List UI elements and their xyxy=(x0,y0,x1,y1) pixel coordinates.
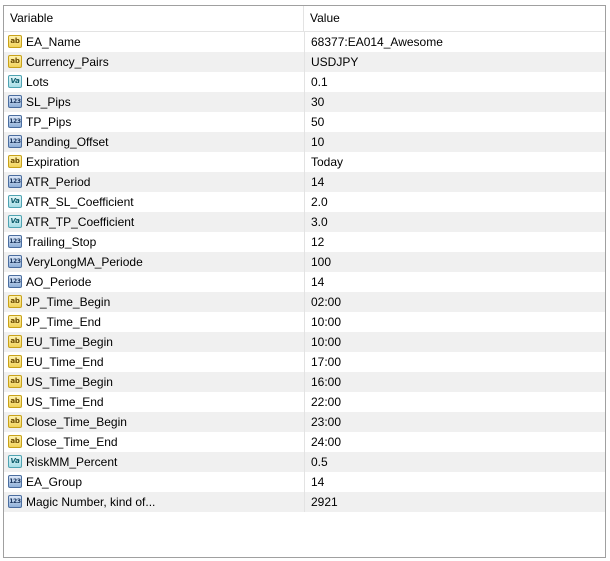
value-cell[interactable]: 0.5 xyxy=(304,452,606,472)
value-cell[interactable]: 100 xyxy=(304,252,606,272)
variable-cell[interactable] xyxy=(4,272,304,292)
variable-name: Magic Number, kind of... xyxy=(26,495,156,509)
variable-cell[interactable] xyxy=(4,112,304,132)
table-row[interactable] xyxy=(4,492,605,512)
table-row[interactable] xyxy=(4,372,605,392)
string-icon: ab xyxy=(8,295,22,308)
column-header-value[interactable]: Value xyxy=(310,11,340,25)
variable-cell[interactable] xyxy=(4,452,304,472)
value-cell[interactable]: 02:00 xyxy=(304,292,606,312)
inputs-table xyxy=(3,5,606,558)
variable-cell[interactable] xyxy=(4,312,304,332)
variable-name: EA_Name xyxy=(26,35,81,49)
integer-icon: 123 xyxy=(8,175,22,188)
variable-name: Currency_Pairs xyxy=(26,55,109,69)
table-row[interactable] xyxy=(4,432,605,452)
value-cell[interactable]: 10 xyxy=(304,132,606,152)
string-icon: ab xyxy=(8,395,22,408)
value-cell[interactable]: 12 xyxy=(304,232,606,252)
variable-name: ATR_SL_Coefficient xyxy=(26,195,134,209)
table-row[interactable] xyxy=(4,132,605,152)
variable-name: Panding_Offset xyxy=(26,135,109,149)
table-row[interactable] xyxy=(4,192,605,212)
table-row[interactable] xyxy=(4,312,605,332)
variable-name: TP_Pips xyxy=(26,115,72,129)
table-row[interactable] xyxy=(4,212,605,232)
variable-cell[interactable] xyxy=(4,72,304,92)
value-cell[interactable]: 14 xyxy=(304,272,606,292)
variable-name: VeryLongMA_Periode xyxy=(26,255,143,269)
variable-cell[interactable] xyxy=(4,352,304,372)
variable-cell[interactable] xyxy=(4,292,304,312)
value-cell[interactable]: 23:00 xyxy=(304,412,606,432)
variable-cell[interactable] xyxy=(4,432,304,452)
value-cell[interactable]: 24:00 xyxy=(304,432,606,452)
integer-icon: 123 xyxy=(8,115,22,128)
table-row[interactable] xyxy=(4,412,605,432)
variable-name: Lots xyxy=(26,75,49,89)
variable-cell[interactable] xyxy=(4,172,304,192)
variable-name: ATR_Period xyxy=(26,175,91,189)
string-icon: ab xyxy=(8,335,22,348)
value-cell[interactable]: 68377:EA014_Awesome xyxy=(304,32,606,52)
table-row[interactable] xyxy=(4,332,605,352)
variable-cell[interactable] xyxy=(4,372,304,392)
table-row[interactable] xyxy=(4,252,605,272)
variable-name: JP_Time_Begin xyxy=(26,295,111,309)
table-row[interactable] xyxy=(4,292,605,312)
variable-cell[interactable] xyxy=(4,192,304,212)
integer-icon: 123 xyxy=(8,95,22,108)
integer-icon: 123 xyxy=(8,135,22,148)
double-icon: Va xyxy=(8,455,22,468)
value-cell[interactable]: 50 xyxy=(304,112,606,132)
string-icon: ab xyxy=(8,35,22,48)
double-icon: Va xyxy=(8,75,22,88)
variable-name: Close_Time_End xyxy=(26,435,118,449)
variable-name: US_Time_Begin xyxy=(26,375,113,389)
variable-name: JP_Time_End xyxy=(26,315,101,329)
value-cell[interactable]: 2921 xyxy=(304,492,606,512)
double-icon: Va xyxy=(8,195,22,208)
integer-icon: 123 xyxy=(8,235,22,248)
table-row[interactable] xyxy=(4,112,605,132)
table-body xyxy=(4,32,605,512)
variable-name: RiskMM_Percent xyxy=(26,455,118,469)
variable-cell[interactable] xyxy=(4,492,304,512)
variable-name: EU_Time_End xyxy=(26,355,104,369)
integer-icon: 123 xyxy=(8,275,22,288)
variable-cell[interactable] xyxy=(4,232,304,252)
string-icon: ab xyxy=(8,55,22,68)
string-icon: ab xyxy=(8,375,22,388)
table-row[interactable] xyxy=(4,472,605,492)
value-cell[interactable]: 16:00 xyxy=(304,372,606,392)
string-icon: ab xyxy=(8,315,22,328)
variable-name: ATR_TP_Coefficient xyxy=(26,215,135,229)
table-row[interactable] xyxy=(4,72,605,92)
table-row[interactable] xyxy=(4,232,605,252)
variable-cell[interactable] xyxy=(4,392,304,412)
variable-name: AO_Periode xyxy=(26,275,92,289)
table-header xyxy=(4,6,605,32)
double-icon: Va xyxy=(8,215,22,228)
table-row[interactable] xyxy=(4,272,605,292)
string-icon: ab xyxy=(8,355,22,368)
variable-cell[interactable] xyxy=(4,52,304,72)
variable-cell[interactable] xyxy=(4,332,304,352)
variable-cell[interactable] xyxy=(4,252,304,272)
value-cell[interactable]: 0.1 xyxy=(304,72,606,92)
table-row[interactable] xyxy=(4,52,605,72)
value-cell[interactable]: USDJPY xyxy=(304,52,606,72)
value-cell[interactable]: 10:00 xyxy=(304,332,606,352)
value-cell[interactable]: 10:00 xyxy=(304,312,606,332)
value-cell[interactable]: 22:00 xyxy=(304,392,606,412)
variable-name: Close_Time_Begin xyxy=(26,415,127,429)
variable-cell[interactable] xyxy=(4,132,304,152)
variable-name: Trailing_Stop xyxy=(26,235,97,249)
variable-name: EU_Time_Begin xyxy=(26,335,113,349)
value-cell[interactable]: Today xyxy=(304,152,606,172)
value-cell[interactable]: 17:00 xyxy=(304,352,606,372)
table-row[interactable] xyxy=(4,172,605,192)
variable-cell[interactable] xyxy=(4,32,304,52)
variable-cell[interactable] xyxy=(4,92,304,112)
string-icon: ab xyxy=(8,435,22,448)
value-cell[interactable]: 14 xyxy=(304,472,606,492)
integer-icon: 123 xyxy=(8,255,22,268)
variable-cell[interactable] xyxy=(4,152,304,172)
table-row[interactable] xyxy=(4,152,605,172)
table-row[interactable] xyxy=(4,92,605,112)
variable-name: EA_Group xyxy=(26,475,83,489)
value-cell[interactable]: 30 xyxy=(304,92,606,112)
variable-name: US_Time_End xyxy=(26,395,104,409)
value-cell[interactable]: 14 xyxy=(304,172,606,192)
string-icon: ab xyxy=(8,415,22,428)
variable-cell[interactable] xyxy=(4,472,304,492)
variable-cell[interactable] xyxy=(4,412,304,432)
table-row[interactable] xyxy=(4,352,605,372)
string-icon: ab xyxy=(8,155,22,168)
value-cell[interactable]: 3.0 xyxy=(304,212,606,232)
column-header-variable[interactable]: Variable xyxy=(4,6,304,31)
table-row[interactable] xyxy=(4,32,605,52)
variable-cell[interactable] xyxy=(4,212,304,232)
table-row[interactable] xyxy=(4,392,605,412)
integer-icon: 123 xyxy=(8,495,22,508)
integer-icon: 123 xyxy=(8,475,22,488)
table-row[interactable] xyxy=(4,452,605,472)
value-cell[interactable]: 2.0 xyxy=(304,192,606,212)
variable-name: SL_Pips xyxy=(26,95,71,109)
variable-name: Expiration xyxy=(26,155,80,169)
